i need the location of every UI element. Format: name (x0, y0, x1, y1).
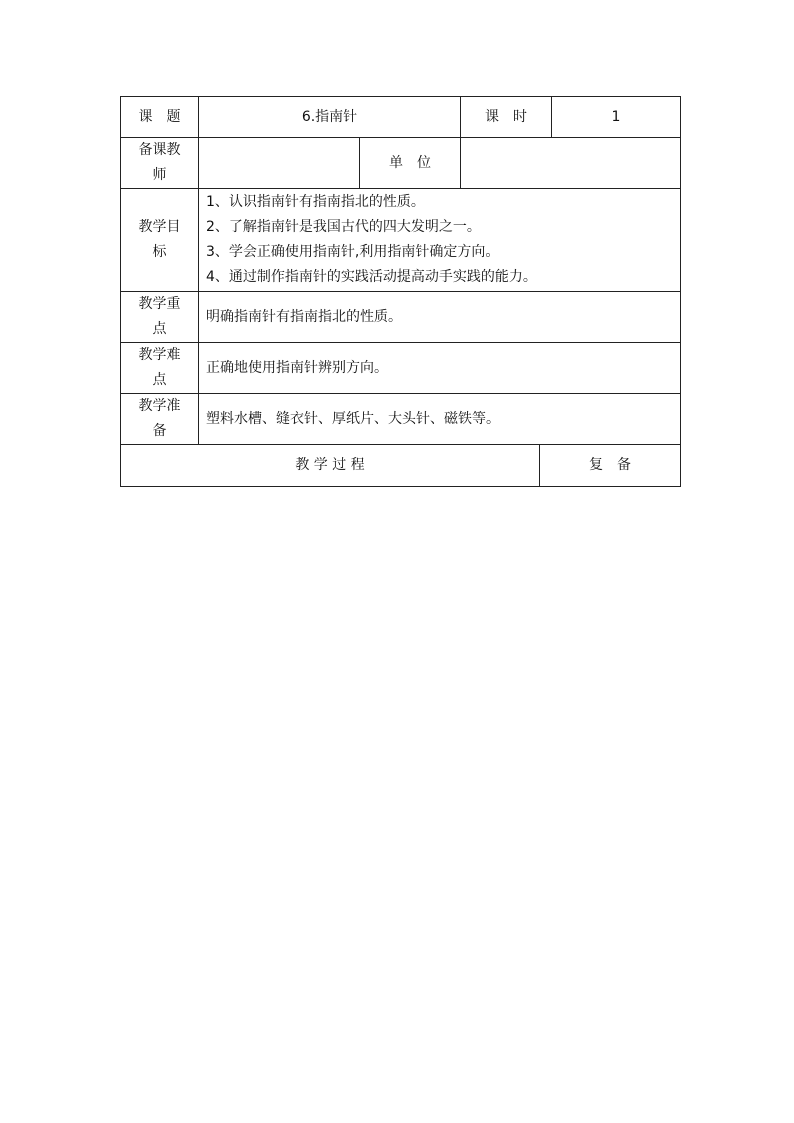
topic-label-text: 课 题 (138, 108, 181, 125)
process-label (121, 445, 539, 486)
difficulties-label-text: 教学难点 (138, 347, 181, 388)
preparation-text: 塑料水槽、缝衣针、厚纸片、大头针、磁铁等。 (206, 410, 500, 427)
difficulties-label (121, 343, 198, 393)
objective-item-4: 4、通过制作指南针的实践活动提高动手实践的能力。 (206, 269, 537, 285)
objectives-label-text: 教学目标 (138, 219, 181, 260)
difficulties-cell (198, 343, 680, 393)
topic-value-cell (198, 97, 460, 137)
row-objectives (120, 189, 681, 292)
unit-label-text: 单 位 (389, 154, 431, 171)
unit-label (359, 138, 460, 188)
review-label-text: 复 备 (589, 457, 631, 473)
key-points-text: 明确指南针有指南指北的性质。 (206, 308, 402, 325)
key-points-cell (198, 292, 680, 342)
row-process-header (120, 445, 681, 487)
lesson-plan-table (120, 96, 681, 487)
teacher-label (121, 138, 198, 188)
unit-value-cell (460, 138, 680, 188)
topic-label (121, 97, 198, 137)
key-points-label (121, 292, 198, 342)
row-key-points (120, 292, 681, 343)
row-topic (120, 96, 681, 138)
preparation-label-text: 教学准备 (138, 398, 181, 439)
key-points-label-text: 教学重点 (138, 296, 181, 337)
hours-label (460, 97, 551, 137)
objective-item-3: 3、学会正确使用指南针,利用指南针确定方向。 (206, 244, 500, 260)
preparation-cell (198, 394, 680, 444)
teacher-value-cell (198, 138, 359, 188)
hours-value: 1 (611, 108, 621, 125)
hours-label-text: 课 时 (485, 108, 527, 125)
objective-item-2: 2、了解指南针是我国古代的四大发明之一。 (206, 219, 481, 235)
objectives-label (121, 189, 198, 291)
difficulties-text: 正确地使用指南针辨别方向。 (206, 359, 388, 376)
objective-item-1: 1、认识指南针有指南指北的性质。 (206, 194, 425, 210)
row-difficulties (120, 343, 681, 394)
hours-value-cell (551, 97, 680, 137)
process-label-text: 教 学 过 程 (295, 457, 365, 473)
topic-value: 6.指南针 (301, 108, 358, 125)
preparation-label (121, 394, 198, 444)
row-teacher (120, 138, 681, 189)
teacher-label-text: 备课教师 (138, 142, 181, 183)
objectives-list (198, 189, 680, 291)
review-label (539, 445, 680, 486)
row-preparation (120, 394, 681, 445)
